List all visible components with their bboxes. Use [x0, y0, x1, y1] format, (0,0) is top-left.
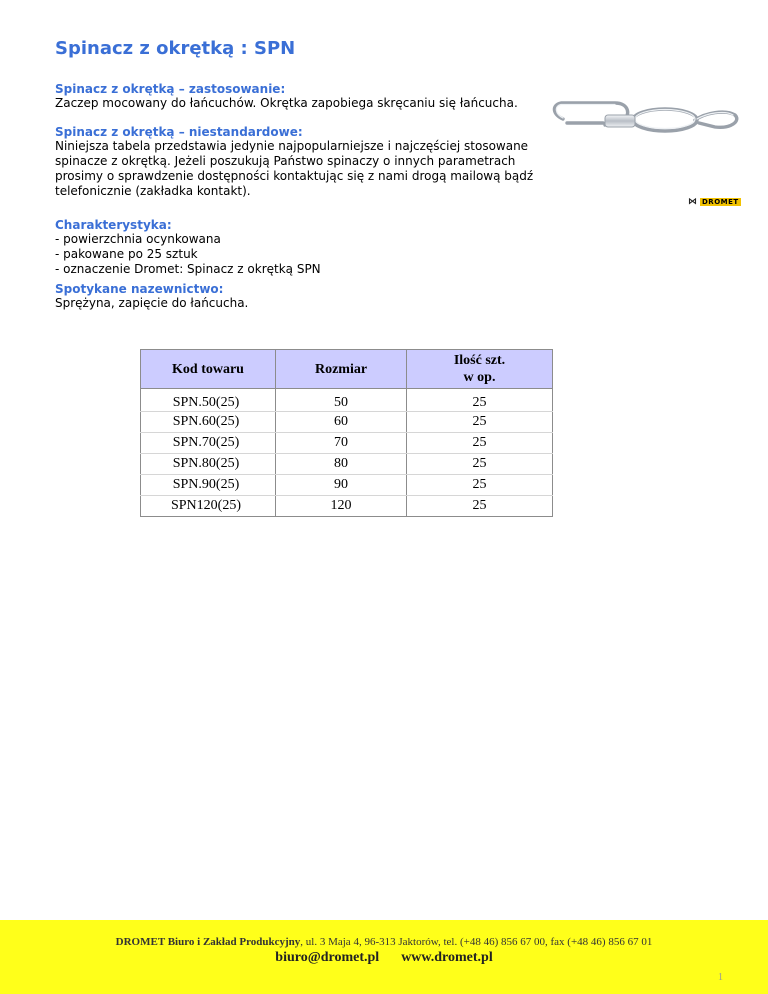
header-quantity: [407, 350, 553, 389]
usage-line: Zaczep mocowany do łańcuchów. Okrętka zapobiega skręcaniu się łańcucha.: [55, 96, 518, 110]
table-row: [141, 412, 553, 433]
header-quantity-line1: Ilość szt.: [453, 353, 506, 368]
snap-hook-image: [545, 95, 745, 145]
header-size: Rozmiar: [276, 350, 407, 389]
cell-size: 80: [276, 454, 407, 475]
names-line: Sprężyna, zapięcie do łańcucha.: [55, 296, 249, 310]
cell-quantity: 25: [407, 475, 553, 496]
cell-code: SPN.70(25): [141, 433, 276, 454]
cell-code: SPN.90(25): [141, 475, 276, 496]
usage-text: [55, 96, 525, 111]
footer-address-line: [0, 936, 768, 948]
table-row: [141, 433, 553, 454]
table-row: [141, 454, 553, 475]
product-table: [140, 349, 553, 517]
footer-address: , ul. 3 Maja 4, 96-313 Jaktorów, tel. (+48 46) 856 67 00, fax (+48 46) 856 67 01: [300, 936, 653, 948]
feature-item: - powierzchnia ocynkowana: [55, 232, 221, 246]
feature-item: - oznaczenie Dromet: Spinacz z okrętką SPN: [55, 262, 321, 276]
logo-mark-icon: ⋈: [688, 197, 697, 207]
cell-code: SPN.80(25): [141, 454, 276, 475]
custom-line: prosimy o sprawdzenie dostępności kontaktując się z nami drogą mailową bądź: [55, 169, 534, 183]
cell-code: SPN.60(25): [141, 412, 276, 433]
footer-website-link[interactable]: www.dromet.pl: [401, 950, 493, 965]
custom-heading: Spinacz z okrętką – niestandardowe:: [55, 125, 303, 139]
footer-email-link[interactable]: biuro@dromet.pl: [275, 950, 380, 965]
cell-size: 60: [276, 412, 407, 433]
cell-size: 50: [276, 389, 407, 412]
header-quantity-line2: w op.: [463, 370, 496, 385]
names-text: [55, 296, 525, 311]
cell-code: SPN120(25): [141, 496, 276, 517]
footer-contact-line: [0, 950, 768, 966]
cell-quantity: 25: [407, 496, 553, 517]
feature-item: - pakowane po 25 sztuk: [55, 247, 198, 261]
cell-quantity: 25: [407, 412, 553, 433]
features-list: [55, 232, 525, 277]
custom-line: telefonicznie (zakładka kontakt).: [55, 184, 251, 198]
names-heading: Spotykane nazewnictwo:: [55, 282, 224, 296]
usage-heading: Spinacz z okrętką – zastosowanie:: [55, 82, 286, 96]
table-row: [141, 389, 553, 412]
cell-quantity: 25: [407, 389, 553, 412]
custom-text: [55, 139, 534, 199]
cell-quantity: 25: [407, 433, 553, 454]
features-heading: Charakterystyka:: [55, 218, 172, 232]
header-code: Kod towaru: [141, 350, 276, 389]
page-number: 1: [718, 972, 723, 983]
cell-size: 90: [276, 475, 407, 496]
logo-name: DROMET: [702, 198, 739, 206]
table-row: [141, 475, 553, 496]
footer-company: DROMET Biuro i Zakład Produkcyjny: [115, 936, 301, 948]
table-header-row: [141, 350, 553, 389]
custom-line: spinacze z okrętką. Jeżeli poszukują Państwo spinaczy o innych parametrach: [55, 154, 516, 168]
cell-size: 120: [276, 496, 407, 517]
table-row: [141, 496, 553, 517]
cell-code: SPN.50(25): [141, 389, 276, 412]
page-footer: [0, 920, 768, 994]
cell-size: 70: [276, 433, 407, 454]
page-title: Spinacz z okrętką : SPN: [55, 38, 296, 59]
custom-line: Niniejsza tabela przedstawia jedynie najpopularniejsze i najczęściej stosowane: [55, 139, 529, 153]
dromet-logo: [688, 194, 744, 210]
cell-quantity: 25: [407, 454, 553, 475]
